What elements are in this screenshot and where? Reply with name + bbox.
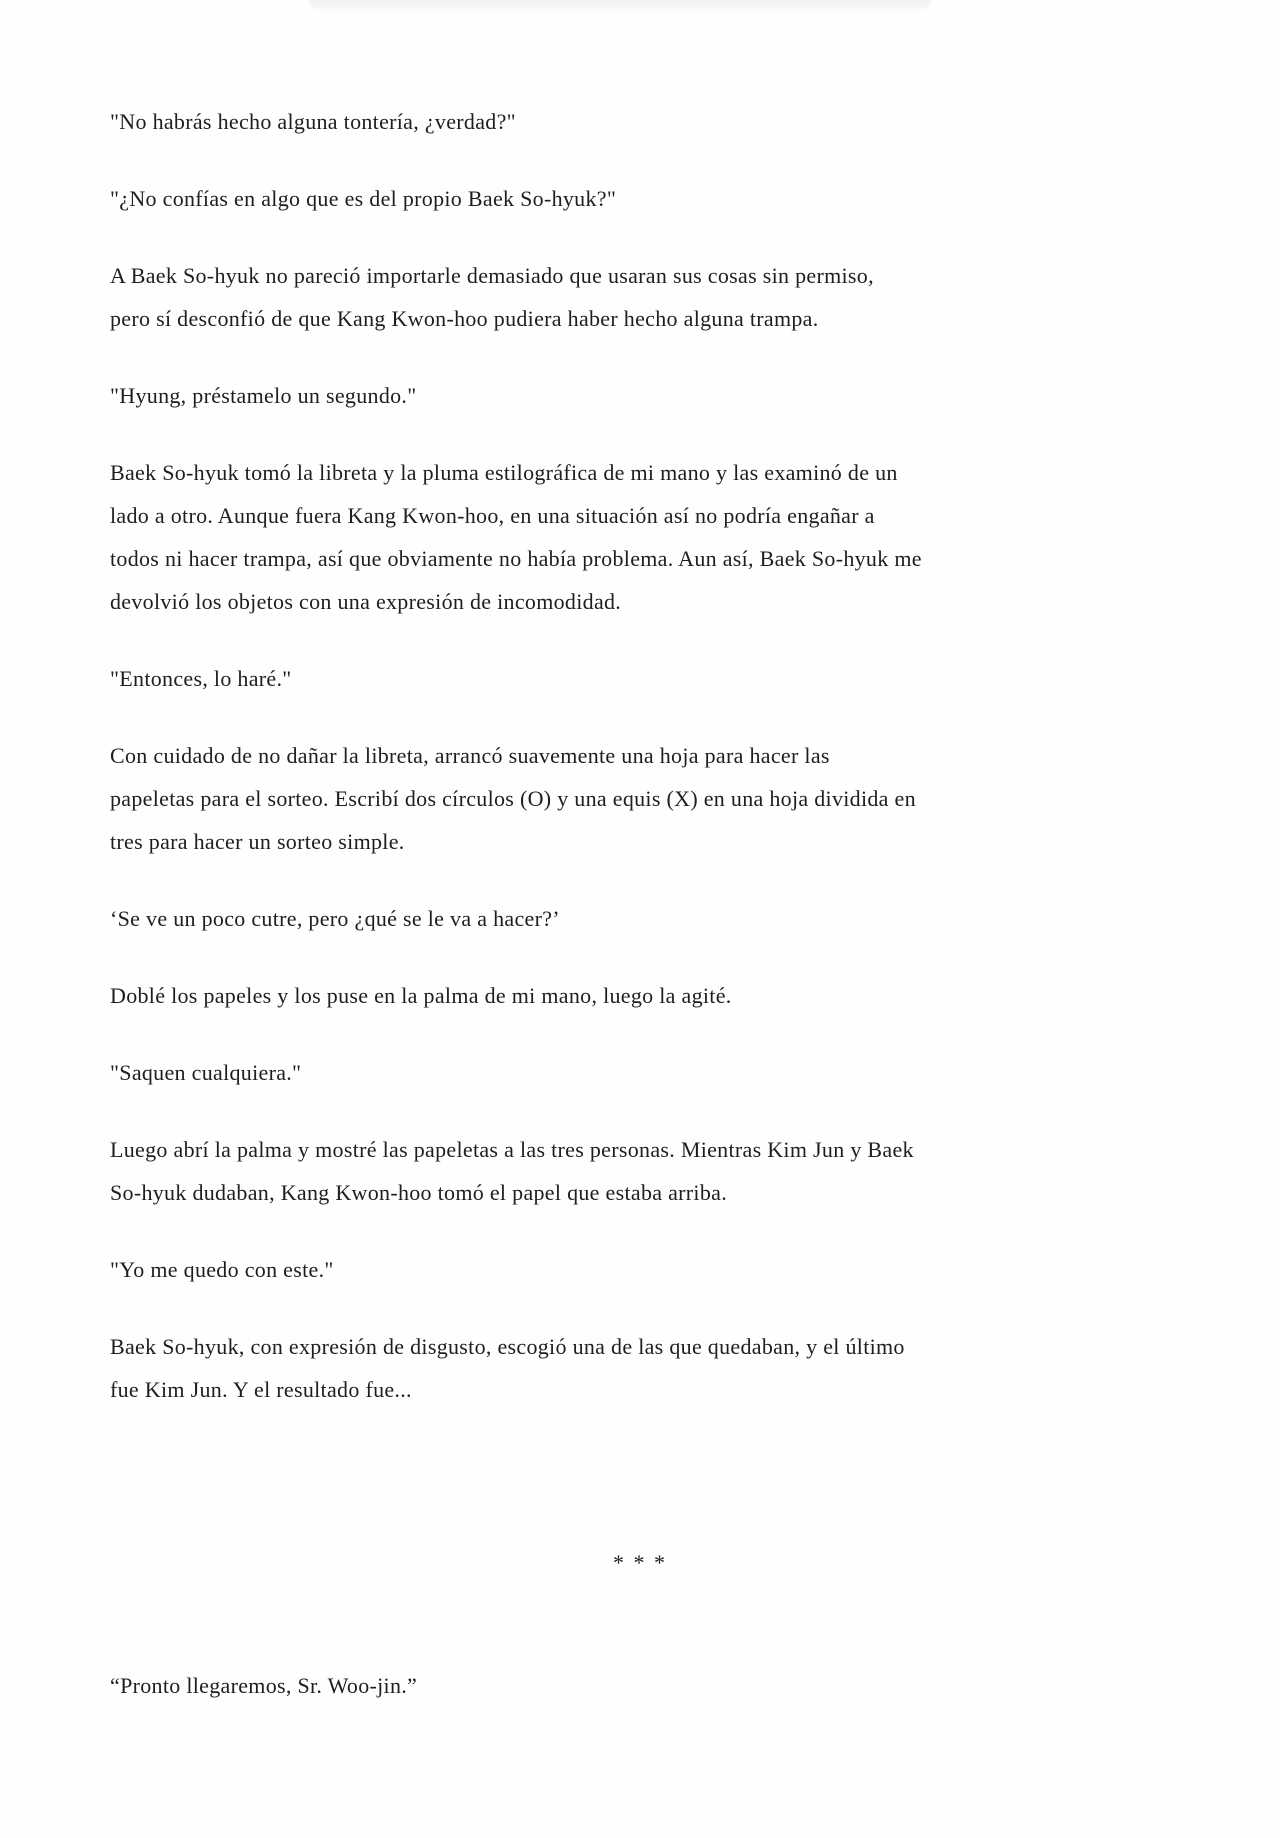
- story-paragraph: Baek So-hyuk, con expresión de disgusto, escogió una de las que quedaban, y el último fue Kim Jun. Y el resultado fue...: [110, 1334, 905, 1402]
- story-paragraph: "Saquen cualquiera.": [110, 1060, 302, 1085]
- story-paragraphs: [110, 100, 1170, 1411]
- story-paragraph: Baek So-hyuk tomó la libreta y la pluma estilográfica de mi mano y las examinó de un lado a otro. Aunque fuera Kang Kwon-hoo, en una situación así no podría engañar a todos ni hacer trampa, así que obviamente no había problema. Aun así, Baek So-hyuk me devolvió los objetos con una expresión de incomodidad.: [110, 460, 922, 614]
- scene-break: * * *: [613, 1550, 667, 1575]
- story-paragraph: Con cuidado de no dañar la libreta, arrancó suavemente una hoja para hacer las papeletas para el sorteo. Escribí dos círculos (O) y una equis (X) en una hoja dividida en tres para hacer un sorteo simple.: [110, 743, 916, 854]
- story-paragraph: ‘Se ve un poco cutre, pero ¿qué se le va a hacer?’: [110, 906, 560, 931]
- story-paragraph: "Entonces, lo haré.": [110, 666, 292, 691]
- story-paragraph: Luego abrí la palma y mostré las papeletas a las tres personas. Mientras Kim Jun y Baek So-hyuk dudaban, Kang Kwon-hoo tomó el papel que estaba arriba.: [110, 1137, 914, 1205]
- story-paragraph: Doblé los papeles y los puse en la palma de mi mano, luego la agité.: [110, 983, 732, 1008]
- story-paragraph: "Hyung, préstamelo un segundo.": [110, 383, 417, 408]
- story-paragraph: A Baek So-hyuk no pareció importarle demasiado que usaran sus cosas sin permiso, pero sí desconfió de que Kang Kwon-hoo pudiera haber hecho alguna trampa.: [110, 263, 874, 331]
- story-paragraph: "Yo me quedo con este.": [110, 1257, 334, 1282]
- closing-paragraph: “Pronto llegaremos, Sr. Woo-jin.”: [110, 1673, 418, 1698]
- story-paragraph: "No habrás hecho alguna tontería, ¿verdad?": [110, 109, 516, 134]
- story-paragraph: "¿No confías en algo que es del propio Baek So-hyuk?": [110, 186, 617, 211]
